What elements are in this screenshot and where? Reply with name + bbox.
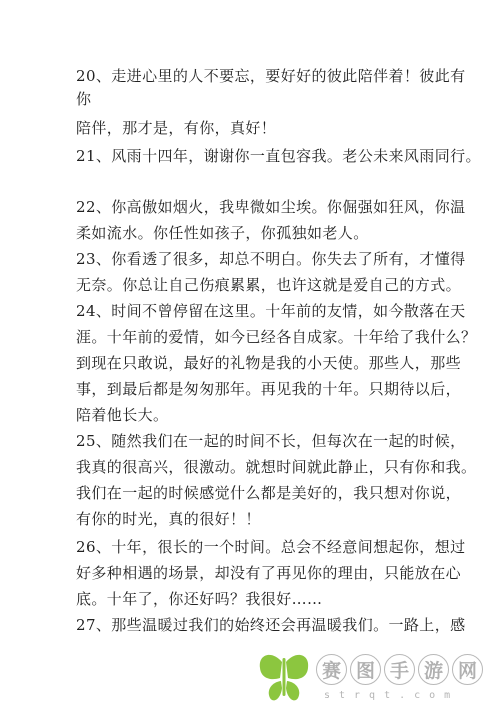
butterfly-logo-icon [254,648,314,706]
text-line: 到现在只敢说，最好的礼物是我的小天使。那些人，那些 [76,354,462,372]
watermark-char: 游 [418,654,449,685]
watermark-char: 手 [384,654,415,685]
text-line: 涯。十年前的爱情，如今已经各自成家。十年给了我什么？ [76,328,477,346]
text-line: 有你的时光，真的很好！！ [76,510,261,528]
text-line: 27、那些温暖过我们的始终还会再温暖我们。一路上，感 [76,616,466,634]
text-line: 陪伴，那才是，有你，真好！ [76,119,277,137]
text-line: 26、十年，很长的一个时间。总会不经意间想起你，想过 [76,538,466,556]
text-line: 我真的很高兴，很激动。就想时间就此静止，只有你和我。 [76,458,477,476]
text-line: 21、风雨十四年，谢谢你一直包容我。老公未来风雨同行。 [76,147,481,165]
text-line: 柔如流水。你任性如孩子，你孤独如老人。 [76,224,369,242]
text-line: 24、时间不曾停留在这里。十年前的友情，如今散落在天 [76,302,466,320]
text-line: 好多种相遇的场景，却没有了再见你的理由，只能放在心 [76,564,462,582]
text-line: 我们在一起的时候感觉什么都是美好的，我只想对你说， [76,484,462,502]
watermark-site-name [316,654,483,685]
text-line: 事，到最后都是匆匆那年。再见我的十年。只期待以后， [76,380,462,398]
watermark-char: 赛 [316,654,347,685]
text-line: 陪着他长大。 [76,406,169,424]
text-line: 底。十年了，你还好吗？我很好…… [76,590,323,608]
text-line: 20、走进心里的人不要忘，要好好的彼此陪伴着！彼此有 [76,67,466,85]
watermark-char: 图 [350,654,381,685]
text-line: 无奈。你总让自己伤痕累累，也许这就是爱自己的方式。 [76,276,462,294]
text-line: 25、随然我们在一起的时间不长，但每次在一起的时候， [76,432,466,450]
text-line: 22、你高傲如烟火，我卑微如尘埃。你倔强如狂风，你温 [76,198,466,216]
text-line: 你 [76,90,92,108]
watermark-url: strqt.com [324,690,460,701]
butterfly-wings [260,655,308,700]
watermark-char: 网 [452,654,483,685]
text-line: 23、你看透了很多，却总不明白。你失去了所有，才懂得 [76,250,466,268]
site-watermark [254,648,498,706]
